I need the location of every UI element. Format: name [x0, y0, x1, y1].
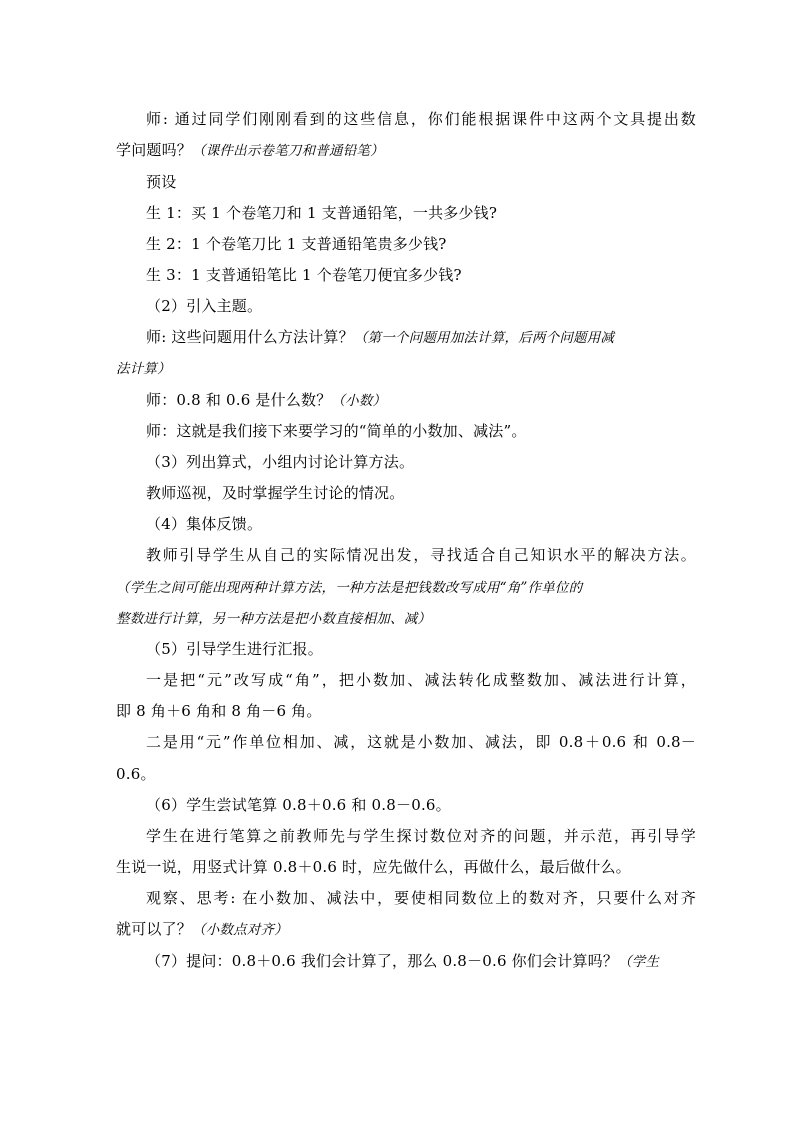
paragraph-line	[146, 483, 696, 503]
paragraph-line	[116, 608, 696, 629]
line-text: 教师引导学生从自己的实际情况出发，寻找适合自己知识水平的解决方法。	[146, 546, 696, 564]
line-text: （2）引入主题。	[146, 297, 263, 315]
line-text: （7）提问：0.8＋0.6 我们会计算了，那么 0.8－0.6 你们会计算吗？	[146, 952, 619, 970]
line-note: 法计算）	[116, 361, 171, 377]
line-text: 教师巡视，及时掌握学生讨论的情况。	[146, 484, 405, 502]
line-text: 生 1：买 1 个卷笔刀和 1 支普通铅笔，一共多少钱?	[146, 204, 498, 222]
paragraph-line	[146, 265, 696, 285]
line-text: 生 3：1 支普通铅笔比 1 个卷笔刀便宜多少钱?	[146, 266, 462, 284]
section-heading	[146, 951, 696, 972]
line-note: （小数）	[331, 393, 387, 409]
section-heading	[146, 514, 696, 534]
section-heading	[146, 639, 696, 659]
paragraph-line	[146, 203, 696, 223]
line-text: 一是把“元”改写成“角”，把小数加、减法转化成整数加、减法进行计算，	[146, 671, 696, 689]
line-text: 观察、思考: 在小数加、减法中，要使相同数位上的数对齐，只要什么对齐	[146, 889, 696, 907]
line-note: （学生之间可能出现两种计算方法，一种方法是把钱数改写成用“角”作单位的	[116, 580, 583, 596]
line-text: 0.6。	[116, 765, 156, 783]
section-heading	[146, 296, 696, 316]
line-note: （学生	[618, 954, 660, 970]
line-text: （6）学生尝试笔算 0.8＋0.6 和 0.8－0.6。	[146, 796, 451, 814]
line-text: 师: 通过同学们刚刚看到的这些信息，你们能根据课件中这两个文具提出数	[146, 110, 696, 128]
line-note: （课件出示卷笔刀和普通铅笔）	[192, 143, 384, 159]
paragraph-line	[146, 390, 696, 411]
line-text: 二是用“元”作单位相加、减，这就是小数加、减法，即 0.8＋0.6 和 0.8－	[146, 733, 696, 751]
paragraph-line	[116, 140, 696, 161]
paragraph-line	[146, 327, 696, 348]
line-text: （3）列出算式，小组内讨论计算方法。	[146, 453, 415, 471]
paragraph-line	[146, 172, 696, 192]
section-heading	[146, 452, 696, 472]
line-note: 整数进行计算，另一种方法是把小数直接相加、减）	[116, 611, 432, 627]
paragraph-line	[146, 826, 696, 846]
line-text: 即 8 角＋6 角和 8 角－6 角。	[116, 702, 322, 720]
line-text: 师：0.8 和 0.6 是什么数？	[146, 391, 332, 409]
line-text: 预设	[146, 173, 177, 191]
line-text: 生说一说，用竖式计算 0.8＋0.6 时，应先做什么，再做什么，最后做什么。	[116, 858, 631, 876]
paragraph-line	[116, 577, 696, 598]
paragraph-line	[116, 358, 696, 379]
line-text: 师：这就是我们接下来要学习的“简单的小数加、减法”。	[146, 422, 527, 440]
line-text: 学生在进行笔算之前教师先与学生探讨数位对齐的问题，并示范，再引导学	[146, 827, 696, 845]
paragraph-line	[116, 764, 696, 784]
paragraph-line	[116, 919, 696, 940]
line-text: 就可以了？	[116, 920, 193, 938]
paragraph-line	[116, 857, 696, 877]
line-note: （第一个问题用加法计算，后两个问题用减	[353, 330, 615, 346]
paragraph-line	[146, 888, 696, 908]
paragraph-line	[146, 545, 696, 565]
paragraph-line	[146, 109, 696, 129]
line-text: （4）集体反馈。	[146, 515, 263, 533]
paragraph-line	[146, 670, 696, 690]
paragraph-line	[146, 421, 696, 441]
paragraph-line	[146, 732, 696, 752]
paragraph-line	[116, 701, 696, 721]
line-note: （小数点对齐）	[192, 922, 288, 938]
paragraph-line	[146, 234, 696, 254]
line-text: 学问题吗？	[116, 141, 193, 159]
section-heading	[146, 795, 696, 815]
line-text: 师: 这些问题用什么方法计算？	[146, 328, 354, 346]
line-text: 生 2：1 个卷笔刀比 1 支普通铅笔贵多少钱?	[146, 235, 447, 253]
line-text: （5）引导学生进行汇报。	[146, 640, 323, 658]
